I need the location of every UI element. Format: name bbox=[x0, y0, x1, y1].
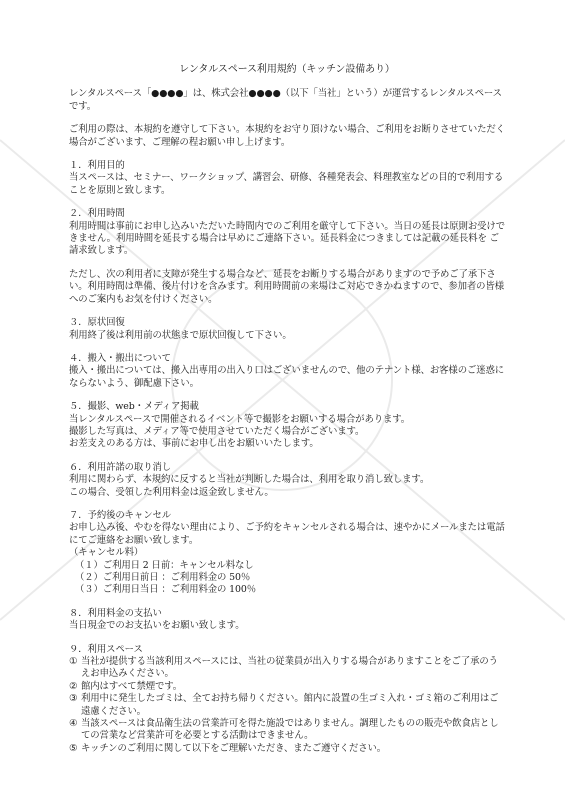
section-line: 利用に関わらず、本規約に反すると当社が判断した場合は、利用を取り消し致します。 bbox=[69, 474, 430, 486]
list-text: 利用中に発生したゴミは、全てお持ち帰りください。館内に設置の生ゴミ入れ・ゴミ箱のご利用はご遠慮ください。 bbox=[81, 693, 499, 717]
list-number: ⑤ bbox=[69, 742, 78, 754]
section-line: お差支えのある方は、事前にお申し出をお願いいたします。 bbox=[69, 438, 319, 450]
intro-text: レンタルスペース「●●●●」は、株式会社●●●●（以下「当社」という）が運営するレンタルスペースです。 bbox=[69, 88, 502, 112]
list-item bbox=[69, 718, 505, 743]
section-4 bbox=[69, 353, 505, 390]
section-9 bbox=[69, 644, 505, 756]
list-text: キッチンのご利用に関して以下をご理解いただき、またご遵守ください。 bbox=[81, 742, 387, 754]
section-8 bbox=[69, 608, 505, 633]
section-heading: ９．利用スペース bbox=[69, 643, 143, 655]
section-line: この場合、受領した利用料金は返金致しません。 bbox=[69, 486, 274, 498]
list-item bbox=[69, 743, 505, 755]
section-heading: ４．搬入・搬出について bbox=[69, 352, 171, 364]
section-line: 当レンタルスペースで開催されるイベント等で撮影をお願いする場合があります。 bbox=[69, 413, 411, 425]
section-body: 利用終了後は利用前の状態まで原状回復して下さい。 bbox=[69, 329, 292, 341]
list-number: ④ bbox=[69, 718, 78, 730]
section-6 bbox=[69, 462, 505, 499]
list-item bbox=[69, 656, 505, 681]
section-heading: ８．利用料金の支払い bbox=[69, 607, 162, 619]
section-heading: ３．原状回復 bbox=[69, 317, 125, 329]
list-item bbox=[69, 693, 505, 718]
section-body: お申し込み後、やむを得ない理由により、ご予約をキャンセルされる場合は、速やかにメールまたは電話にてご連絡をお願い致します。 bbox=[69, 522, 505, 546]
section-5 bbox=[69, 401, 505, 451]
cancel-fee-item: （２）ご利用日前日 ：ご利用料金の 50％ bbox=[75, 572, 251, 583]
list-text: 当該スペースは食品衛生法の営業許可を得た施設ではありません。調理したものの販売や飲食店としての営業など営業許可を必要とする活動はできません。 bbox=[81, 718, 499, 742]
section-heading: ６．利用許諾の取り消し bbox=[69, 461, 172, 473]
section-body: 利用時間は事前にお申し込みいただいた時間内でのご利用を厳守して下さい。当日の延長は原則お受けできません。利用時間を延長する場合は早めにご連絡下さい。延長料金につきましては記載の延長料を ご請求致します。 bbox=[69, 220, 505, 257]
section-3 bbox=[69, 317, 505, 342]
list-text: 館内はすべて禁煙です。 bbox=[81, 680, 183, 692]
list-number: ② bbox=[69, 680, 78, 692]
section-body: 当スペースは、セミナー、ワークショップ、講習会、研修、各種発表会、料理教室などの目的で利用することを原則と致します。 bbox=[69, 172, 504, 196]
cancel-fee-item: （３）ご利用日当日 ：ご利用料金の 100％ bbox=[75, 584, 257, 596]
section-7 bbox=[69, 510, 505, 597]
section-line: 撮影した写真は、メディア等で使用させていただく場合がございます。 bbox=[69, 425, 365, 437]
section-heading: １．利用目的 bbox=[69, 160, 125, 172]
section-body: 当日現金でのお支払いをお願い致します。 bbox=[69, 620, 245, 632]
notice-block bbox=[69, 124, 505, 149]
list-number: ③ bbox=[69, 693, 78, 705]
section-body: 搬入・搬出については、搬入出専用の出入り口はございませんので、他のテナント様、お客様のご迷惑にならないよう、御配慮下さい。 bbox=[69, 365, 505, 389]
section-heading: ７．予約後のキャンセル bbox=[69, 509, 172, 521]
notice-text: ご利用の際は、本規約を遵守して下さい。本規約をお守り頂けない場合、ご利用をお断りさせていただく場合がございます、ご理解の程お願い申し上げます。 bbox=[69, 124, 505, 148]
cancel-fee-item: （１）ご利用日 2 日前：キャンセル料なし bbox=[75, 559, 254, 571]
section-heading: ２．利用時間 bbox=[69, 208, 125, 220]
document-page bbox=[69, 64, 505, 766]
list-number: ① bbox=[69, 656, 78, 668]
section-1 bbox=[69, 160, 505, 197]
document-title: レンタルスペース利用規約（キッチン設備あり） bbox=[179, 64, 395, 75]
intro-block bbox=[69, 88, 505, 113]
list-text: 当社が提供する当該利用スペースには、当社の従業員が出入りする場合がありますことをご了承のうえお申込みください。 bbox=[81, 656, 498, 680]
section-body-2: ただし、次の利用者に支障が発生する場合など、延長をお断りする場合がありますので予めご了承下さい。利用時間は準備、後片付けを含みます。利用時間前の来場はご対応できかねますので、参加者の皆様へのご案内もお気を付けください。 bbox=[69, 268, 504, 305]
section-2 bbox=[69, 208, 505, 306]
cancel-fee-label: （キャンセル料） bbox=[69, 547, 144, 559]
list-item bbox=[69, 681, 505, 693]
section-heading: ５．撮影、web・メディア掲載 bbox=[69, 401, 199, 413]
